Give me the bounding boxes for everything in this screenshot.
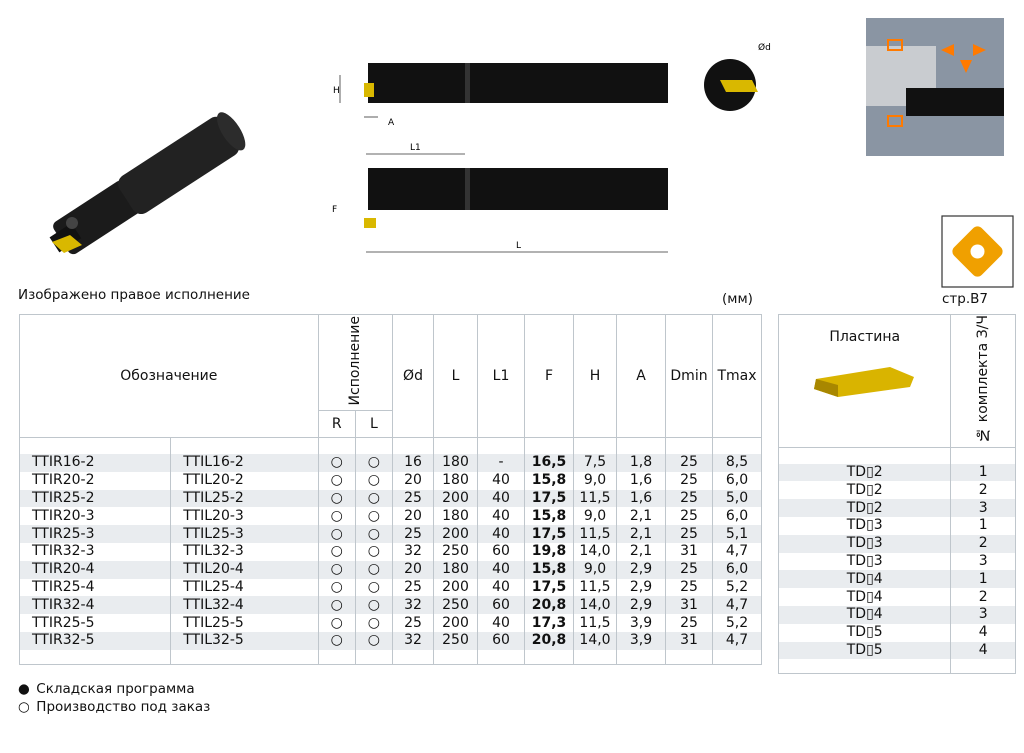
cell-d: 20: [393, 561, 434, 579]
cell-insert: TD▯3: [779, 553, 951, 571]
cell-r: TTIR32-4: [20, 596, 171, 614]
cell-vl: ○: [355, 579, 392, 597]
cell-L1: 40: [478, 490, 525, 508]
cell-F: 17,5: [525, 525, 574, 543]
cell-vr: ○: [318, 614, 355, 632]
cell-r: TTIR32-3: [20, 543, 171, 561]
table-row: [20, 579, 762, 597]
cell-insert: TD▯4: [779, 570, 951, 588]
cell-F: 20,8: [525, 632, 574, 650]
insert-icon: [940, 214, 1015, 289]
cell-vr: ○: [318, 490, 355, 508]
cell-Tmax: 8,5: [713, 454, 762, 472]
cell-F: 17,3: [525, 614, 574, 632]
table-row: [779, 499, 1016, 517]
table-row: [779, 570, 1016, 588]
cell-L: 200: [434, 614, 478, 632]
cell-d: 25: [393, 614, 434, 632]
table-row: [779, 517, 1016, 535]
cell-L1: 40: [478, 525, 525, 543]
header-insert: Пластина: [829, 329, 901, 345]
cell-L: 250: [434, 596, 478, 614]
cell-L: 180: [434, 472, 478, 490]
table-row: [779, 553, 1016, 571]
cell-insert: TD▯3: [779, 517, 951, 535]
cell-l: TTIL25-4: [171, 579, 318, 597]
cell-F: 15,8: [525, 507, 574, 525]
cell-H: 14,0: [574, 632, 617, 650]
cell-insert: TD▯2: [779, 481, 951, 499]
header-kit: № комплекта З/Ч: [975, 315, 992, 443]
cell-r: TTIR25-4: [20, 579, 171, 597]
cell-Dmin: 25: [666, 579, 713, 597]
cell-d: 16: [393, 454, 434, 472]
cell-L1: 60: [478, 632, 525, 650]
cell-l: TTIL32-4: [171, 596, 318, 614]
cell-Dmin: 25: [666, 525, 713, 543]
cell-vr: ○: [318, 507, 355, 525]
cell-insert: TD▯4: [779, 588, 951, 606]
cell-vr: ○: [318, 632, 355, 650]
cell-vl: ○: [355, 454, 392, 472]
cell-L1: 40: [478, 472, 525, 490]
header-H: H: [574, 315, 617, 438]
cell-Tmax: 6,0: [713, 472, 762, 490]
table-row: [20, 525, 762, 543]
cell-d: 32: [393, 632, 434, 650]
cell-F: 16,5: [525, 454, 574, 472]
cell-l: TTIL16-2: [171, 454, 318, 472]
cell-insert: TD▯2: [779, 464, 951, 482]
cell-l: TTIL20-3: [171, 507, 318, 525]
table-row: [779, 624, 1016, 642]
cell-vl: ○: [355, 507, 392, 525]
label-L1: L1: [410, 143, 421, 153]
cell-L1: 40: [478, 614, 525, 632]
label-L: L: [516, 241, 522, 251]
label-A: A: [388, 118, 395, 128]
tool-photo: [30, 105, 265, 275]
cell-L: 200: [434, 490, 478, 508]
cell-l: TTIL25-5: [171, 614, 318, 632]
cell-Tmax: 6,0: [713, 507, 762, 525]
cell-F: 15,8: [525, 472, 574, 490]
table-row: [779, 588, 1016, 606]
cell-L1: 60: [478, 596, 525, 614]
table-row: [20, 596, 762, 614]
cell-d: 25: [393, 490, 434, 508]
cell-Tmax: 4,7: [713, 632, 762, 650]
cell-l: TTIL25-3: [171, 525, 318, 543]
table-row: [20, 543, 762, 561]
cell-H: 14,0: [574, 596, 617, 614]
cell-kit: 2: [951, 481, 1016, 499]
cell-Tmax: 5,0: [713, 490, 762, 508]
cell-l: TTIL20-2: [171, 472, 318, 490]
header-L1: L1: [478, 315, 525, 438]
cell-Tmax: 5,2: [713, 614, 762, 632]
cell-A: 2,9: [617, 596, 666, 614]
caption: Изображено правое исполнение: [18, 287, 250, 303]
cell-l: TTIL20-4: [171, 561, 318, 579]
cell-L: 250: [434, 543, 478, 561]
cell-Dmin: 25: [666, 561, 713, 579]
cell-A: 1,6: [617, 490, 666, 508]
table-row: [779, 642, 1016, 660]
cell-d: 32: [393, 543, 434, 561]
table-row: [20, 632, 762, 650]
cell-insert: TD▯5: [779, 642, 951, 660]
cell-Tmax: 5,1: [713, 525, 762, 543]
cell-L: 180: [434, 507, 478, 525]
cell-L: 200: [434, 579, 478, 597]
cell-vl: ○: [355, 490, 392, 508]
cell-vl: ○: [355, 543, 392, 561]
cell-Dmin: 31: [666, 632, 713, 650]
cell-A: 2,9: [617, 561, 666, 579]
cell-H: 11,5: [574, 525, 617, 543]
cell-Dmin: 25: [666, 454, 713, 472]
cell-r: TTIR25-2: [20, 490, 171, 508]
cell-A: 2,9: [617, 579, 666, 597]
table-row: [20, 472, 762, 490]
cell-d: 20: [393, 472, 434, 490]
units-label: (мм): [722, 291, 753, 307]
cell-L: 200: [434, 525, 478, 543]
cell-kit: 4: [951, 624, 1016, 642]
cell-d: 20: [393, 507, 434, 525]
cell-kit: 3: [951, 606, 1016, 624]
cell-F: 19,8: [525, 543, 574, 561]
cell-r: TTIR20-4: [20, 561, 171, 579]
cell-vr: ○: [318, 543, 355, 561]
cell-L1: 40: [478, 579, 525, 597]
cell-L: 180: [434, 561, 478, 579]
cell-Dmin: 25: [666, 614, 713, 632]
header-Dmin: Dmin: [666, 315, 713, 438]
cell-r: TTIR32-5: [20, 632, 171, 650]
cell-l: TTIL25-2: [171, 490, 318, 508]
cell-L1: 40: [478, 561, 525, 579]
cell-r: TTIR25-5: [20, 614, 171, 632]
header-F: F: [525, 315, 574, 438]
cell-vl: ○: [355, 632, 392, 650]
cell-A: 2,1: [617, 543, 666, 561]
legend-order: ○ Производство под заказ: [18, 699, 211, 715]
cell-l: TTIL32-5: [171, 632, 318, 650]
cell-vl: ○: [355, 614, 392, 632]
cell-A: 2,1: [617, 507, 666, 525]
tool-drawing-side: [330, 55, 690, 135]
cell-H: 9,0: [574, 472, 617, 490]
header-d: Ød: [393, 315, 434, 438]
cell-A: 3,9: [617, 632, 666, 650]
cell-kit: 1: [951, 464, 1016, 482]
cell-r: TTIR25-3: [20, 525, 171, 543]
cell-vl: ○: [355, 596, 392, 614]
cell-kit: 1: [951, 570, 1016, 588]
cell-l: TTIL32-3: [171, 543, 318, 561]
specification-table: [19, 314, 762, 665]
cell-vr: ○: [318, 472, 355, 490]
cell-vl: ○: [355, 525, 392, 543]
cell-r: TTIR16-2: [20, 454, 171, 472]
insert-table: [778, 314, 1016, 674]
machining-photo: [866, 18, 1004, 156]
tool-drawing-top: [330, 140, 690, 260]
label-d: Ød: [758, 43, 771, 53]
cell-L: 250: [434, 632, 478, 650]
cell-d: 32: [393, 596, 434, 614]
label-F: F: [332, 205, 338, 215]
cell-Tmax: 6,0: [713, 561, 762, 579]
cell-d: 25: [393, 579, 434, 597]
cell-A: 1,6: [617, 472, 666, 490]
cell-L1: -: [478, 454, 525, 472]
cell-L: 180: [434, 454, 478, 472]
cell-vr: ○: [318, 596, 355, 614]
insert-photo-icon: [810, 361, 920, 401]
cell-kit: 1: [951, 517, 1016, 535]
cell-r: TTIR20-3: [20, 507, 171, 525]
cell-Dmin: 31: [666, 596, 713, 614]
cell-H: 9,0: [574, 561, 617, 579]
cell-A: 1,8: [617, 454, 666, 472]
table-row: [20, 507, 762, 525]
header-R: R: [318, 411, 355, 438]
tool-end-view: [700, 40, 780, 120]
cell-r: TTIR20-2: [20, 472, 171, 490]
cell-F: 15,8: [525, 561, 574, 579]
cell-F: 20,8: [525, 596, 574, 614]
table-row: [779, 606, 1016, 624]
header-L: L: [434, 315, 478, 438]
cell-vl: ○: [355, 561, 392, 579]
cell-vr: ○: [318, 561, 355, 579]
cell-vr: ○: [318, 579, 355, 597]
header-version: Исполнение: [347, 315, 364, 406]
table-row: [779, 535, 1016, 553]
cell-Dmin: 25: [666, 507, 713, 525]
table-row: [20, 454, 762, 472]
cell-Tmax: 4,7: [713, 596, 762, 614]
cell-H: 11,5: [574, 579, 617, 597]
table-row: [20, 561, 762, 579]
cell-kit: 2: [951, 588, 1016, 606]
cell-insert: TD▯5: [779, 624, 951, 642]
cell-L1: 60: [478, 543, 525, 561]
cell-vr: ○: [318, 525, 355, 543]
cell-A: 3,9: [617, 614, 666, 632]
table-row: [20, 614, 762, 632]
header-L-version: L: [355, 411, 392, 438]
cell-vl: ○: [355, 472, 392, 490]
label-H: H: [333, 86, 340, 96]
cell-d: 25: [393, 525, 434, 543]
page-reference: стр.В7: [942, 291, 988, 307]
cell-kit: 2: [951, 535, 1016, 553]
cell-kit: 4: [951, 642, 1016, 660]
cell-Tmax: 5,2: [713, 579, 762, 597]
table-row: [20, 490, 762, 508]
cell-insert: TD▯2: [779, 499, 951, 517]
cell-A: 2,1: [617, 525, 666, 543]
cell-Dmin: 25: [666, 472, 713, 490]
cell-H: 11,5: [574, 614, 617, 632]
table-row: [779, 481, 1016, 499]
cell-H: 14,0: [574, 543, 617, 561]
header-A: A: [617, 315, 666, 438]
cell-Dmin: 25: [666, 490, 713, 508]
header-Tmax: Tmax: [713, 315, 762, 438]
cell-L1: 40: [478, 507, 525, 525]
cell-H: 9,0: [574, 507, 617, 525]
cell-Tmax: 4,7: [713, 543, 762, 561]
header-designation: Обозначение: [20, 315, 319, 438]
cell-F: 17,5: [525, 579, 574, 597]
cell-F: 17,5: [525, 490, 574, 508]
cell-H: 7,5: [574, 454, 617, 472]
cell-vr: ○: [318, 454, 355, 472]
cell-Dmin: 31: [666, 543, 713, 561]
table-row: [779, 464, 1016, 482]
cell-H: 11,5: [574, 490, 617, 508]
cell-kit: 3: [951, 499, 1016, 517]
cell-insert: TD▯4: [779, 606, 951, 624]
legend-stock: ● Складская программа: [18, 681, 195, 697]
cell-insert: TD▯3: [779, 535, 951, 553]
cell-kit: 3: [951, 553, 1016, 571]
